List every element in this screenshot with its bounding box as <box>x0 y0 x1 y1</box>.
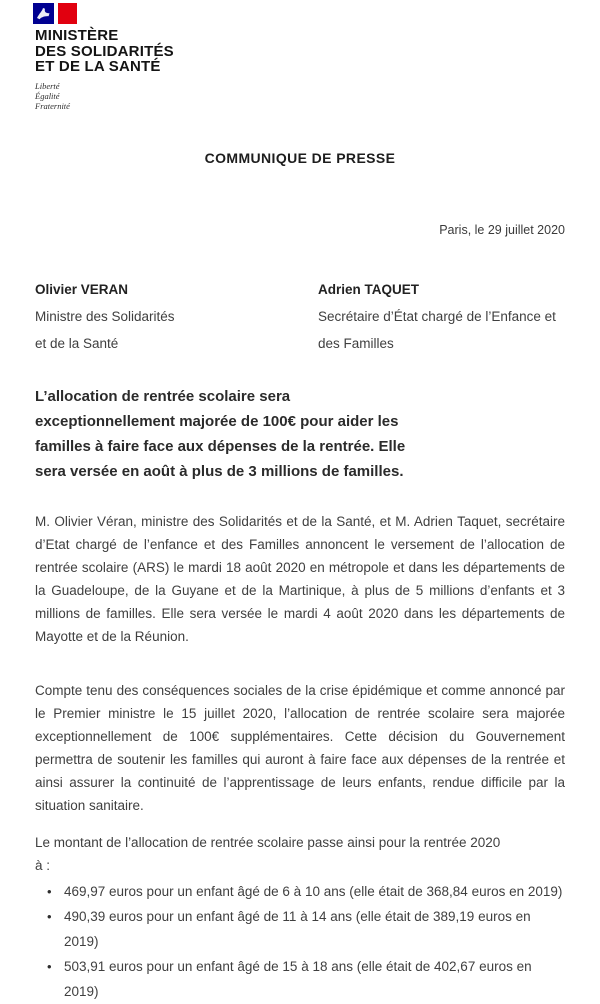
signatory-role-line: des Familles <box>318 335 394 351</box>
ministry-name-line: ET DE LA SANTÉ <box>35 58 161 75</box>
signatory-name: Olivier VERAN <box>35 281 129 297</box>
amount-item-11-14 <box>47 904 565 954</box>
ministry-name-line: DES SOLIDARITÉS <box>35 42 174 60</box>
flag-red-block <box>58 3 77 24</box>
bullet-icon: • <box>47 883 52 899</box>
body-paragraph-1: M. Olivier Véran, ministre des Solidarités et de la Santé, et M. Adrien Taquet, secrétaire d’Etat chargé de l’enfance et des Familles annoncent le versement de l’allocation de rentrée scolaire (ARS) le mardi 18 août 2020 en métropole et dans les départements de la Guadeloupe, de la Guyane et de la Martinique, à plus de 5 millions d’enfants et 3 millions de familles. Elle sera versée le mardi 4 août 2020 dans les départements de Mayotte et de la Réunion. <box>35 513 565 644</box>
document-title: COMMUNIQUE DE PRESSE <box>204 149 396 166</box>
list-intro-line: Le montant de l’allocation de rentrée scolaire passe ainsi pour la rentrée 2020 <box>35 834 501 850</box>
republic-motto <box>35 81 565 111</box>
dateline: Paris, le 29 juillet 2020 <box>439 222 565 237</box>
signatory-taquet <box>318 276 565 357</box>
motto-line: Égalité <box>35 90 60 101</box>
ministry-name <box>35 28 565 75</box>
letterhead <box>35 3 565 111</box>
lead-line: exceptionnellement majorée de 100€ pour aider les <box>35 412 399 430</box>
list-intro <box>35 831 565 877</box>
amount-text: 503,91 euros pour un enfant âgé de 15 à 18 ans (elle était de 402,67 euros en 2019) <box>64 958 532 999</box>
lead-line: sera versée en août à plus de 3 millions de familles. <box>35 462 404 480</box>
list-intro-line: à : <box>35 857 51 873</box>
lead-paragraph <box>35 384 565 484</box>
amounts-list <box>35 879 565 1004</box>
motto-line: Liberté <box>35 80 60 91</box>
amount-item-6-10 <box>47 879 565 904</box>
body-paragraph-2: Compte tenu des conséquences sociales de la crise épidémique et comme annoncé par le Premier ministre le 15 juillet 2020, l’allocation de rentrée scolaire sera majorée exceptionnellement de 100€ supplémentaires. Cette décision du Gouvernement permettra de soutenir les familles qui auront à faire face aux dépenses de la rentrée et ainsi assurer la continuité de l’apprentissage de leurs enfants, rendue difficile par la situation sanitaire. <box>35 682 565 813</box>
signatory-role-line: Ministre des Solidarités <box>35 308 175 324</box>
ministry-name-line: MINISTÈRE <box>35 27 119 44</box>
amount-text: 469,97 euros pour un enfant âgé de 6 à 10 ans (elle était de 368,84 euros en 2019) <box>64 883 563 899</box>
amount-item-15-18 <box>47 954 565 1004</box>
signatory-role-line: et de la Santé <box>35 335 119 351</box>
motto-line: Fraternité <box>35 100 70 111</box>
lead-line: L’allocation de rentrée scolaire sera <box>35 387 291 405</box>
bullet-icon: • <box>47 908 52 924</box>
bullet-icon: • <box>47 958 52 974</box>
lead-line: familles à faire face aux dépenses de la rentrée. Elle <box>35 437 406 455</box>
signatory-veran <box>35 276 318 357</box>
signatory-name: Adrien TAQUET <box>318 281 419 297</box>
french-flag-logo <box>33 3 565 24</box>
signatories <box>35 276 565 357</box>
flag-blue-marianne-icon <box>33 3 54 24</box>
signatory-role-line: Secrétaire d’État chargé de l’Enfance et <box>318 308 556 324</box>
amount-text: 490,39 euros pour un enfant âgé de 11 à 14 ans (elle était de 389,19 euros en 2019) <box>64 908 531 949</box>
